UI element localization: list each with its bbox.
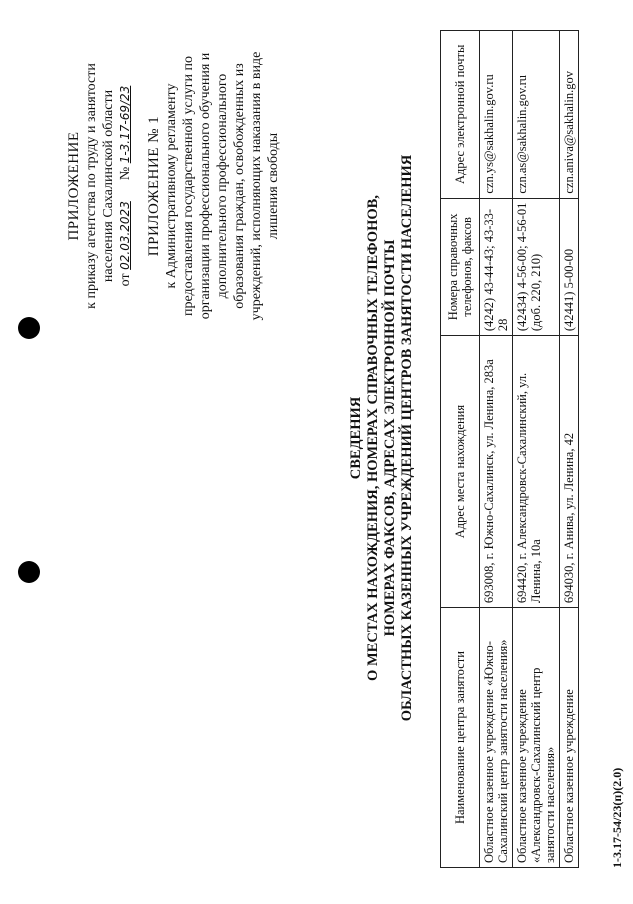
table-row <box>560 31 579 868</box>
document-title <box>348 138 416 738</box>
cell-address: 693008, г. Южно-Сахалинск, ул. Ленина, 283а <box>480 336 513 608</box>
col-header-name: Наименование центра занятости <box>441 608 480 868</box>
date-value: 02.03.2023 <box>118 201 132 270</box>
title-line: СВЕДЕНИЯ <box>348 396 364 480</box>
table-row <box>513 31 560 868</box>
cell-name: Областное казенное учреждение <box>560 608 579 868</box>
cell-phones: (42441) 5-00-00 <box>560 198 579 335</box>
cell-address: 694420, г. Александровск-Сахалинский, ул. Ленина, 10а <box>513 336 560 608</box>
cell-name: Областное казенное учреждение «Южно-Сахалинский центр занятости населения» <box>480 608 513 868</box>
appendix-line-2: населения Сахалинской области <box>101 89 116 283</box>
cell-email: czn.ys@sakhalin.gov.ru <box>480 31 513 199</box>
appendix2-line: к Административному регламенту <box>164 83 179 289</box>
appendix-line-1: к приказу агентства по труду и занятости <box>84 63 99 309</box>
document-code: 1-3.17-54/23(п)(2.0) <box>610 767 624 868</box>
appendix2-heading: ПРИЛОЖЕНИЕ № 1 <box>146 115 162 257</box>
cell-phones: (42434) 4-56-00; 4-56-01 (доб. 220, 210) <box>513 198 560 335</box>
appendix-heading: ПРИЛОЖЕНИЕ <box>66 131 82 241</box>
appendix2-line: организации профессионального обучения и <box>198 52 213 320</box>
number-value: 1-3.17-69/23 <box>118 85 132 164</box>
employment-centers-table <box>440 30 579 868</box>
appendix-block <box>66 36 282 336</box>
appendix-date-line <box>117 36 134 336</box>
col-header-email: Адрес электронной почты <box>441 31 480 199</box>
appendix2-line: предоставления государственной услуги по <box>181 56 196 316</box>
cell-name: Областное казенное учреждение «Александровск-Сахалинский центр занятости населения» <box>513 608 560 868</box>
col-header-phones: Номера справочных телефонов, факсов <box>441 198 480 335</box>
cell-email: czn.aniva@sakhalin.gov <box>560 31 579 199</box>
rotated-sheet <box>0 16 633 888</box>
title-line: О МЕСТАХ НАХОЖДЕНИЯ, НОМЕРАХ СПРАВОЧНЫХ ТЕЛЕФОНОВ, <box>365 195 381 681</box>
appendix2-line: образования граждан, освобожденных из <box>232 63 247 309</box>
date-prefix: от <box>118 273 133 287</box>
title-line: ОБЛАСТНЫХ КАЗЕННЫХ УЧРЕЖДЕНИЙ ЦЕНТРОВ ЗАНЯТОСТИ НАСЕЛЕНИЯ <box>399 154 415 722</box>
cell-email: czn.as@sakhalin.gov.ru <box>513 31 560 199</box>
col-header-address: Адрес места нахождения <box>441 336 480 608</box>
appendix2-line: дополнительного профессионального <box>215 73 230 299</box>
number-prefix: № <box>118 166 133 181</box>
title-line: НОМЕРАХ ФАКСОВ, АДРЕСАХ ЭЛЕКТРОННОЙ ПОЧТЫ <box>382 239 398 637</box>
cell-phones: (4242) 43-44-43; 43-33-28 <box>480 198 513 335</box>
appendix2-line: учреждений, исполняющих наказания в виде <box>249 51 264 321</box>
table-row <box>480 31 513 868</box>
appendix2-line: лишения свободы <box>266 132 281 240</box>
table-header-row <box>441 31 480 868</box>
cell-address: 694030, г. Анива, ул. Ленина, 42 <box>560 336 579 608</box>
